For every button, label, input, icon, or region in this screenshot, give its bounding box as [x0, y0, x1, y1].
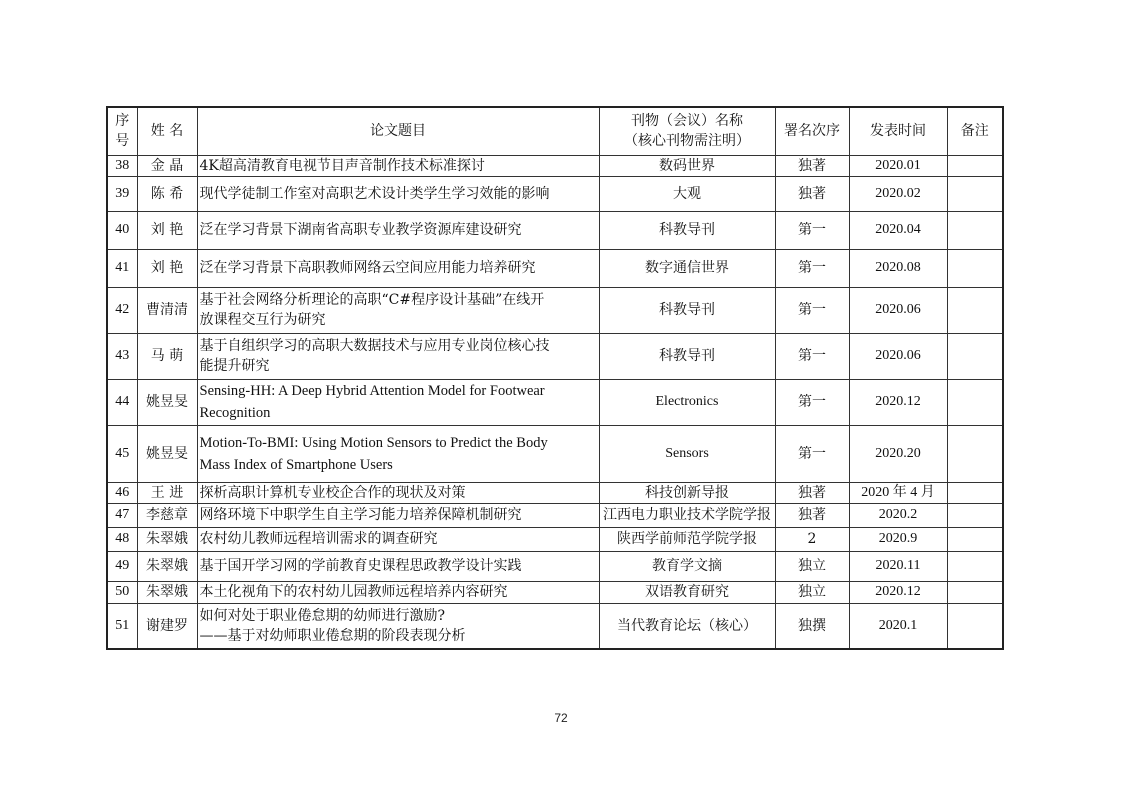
row-date: 2020.2: [849, 503, 947, 527]
row-order: 独撰: [775, 603, 849, 649]
row-no: 47: [107, 503, 137, 527]
row-remark: [947, 603, 1003, 649]
row-remark: [947, 379, 1003, 425]
table-row: [107, 551, 1003, 581]
row-date: 2020.06: [849, 287, 947, 333]
header-remark: 备注: [947, 107, 1003, 155]
table-row: [107, 603, 1003, 649]
row-date: 2020.04: [849, 211, 947, 249]
row-title: [197, 551, 599, 581]
row-order: 独立: [775, 551, 849, 581]
table-row: [107, 503, 1003, 527]
row-journal: 数字通信世界: [599, 249, 775, 287]
papers-table: [106, 106, 1004, 650]
table-row: [107, 287, 1003, 333]
row-remark: [947, 333, 1003, 379]
row-title-line: 网络环境下中职学生自主学习能力培养保障机制研究: [199, 507, 522, 523]
row-title: [197, 482, 599, 503]
row-remark: [947, 425, 1003, 482]
row-author: 金 晶: [137, 155, 197, 176]
row-title-line: Motion-To-BMI: Using Motion Sensors to Predict the Body: [199, 434, 548, 451]
row-date: 2020 年 4 月: [849, 482, 947, 503]
row-date: 2020.20: [849, 425, 947, 482]
row-remark: [947, 287, 1003, 333]
row-order: 第一: [775, 379, 849, 425]
row-title-line: 泛在学习背景下湖南省高职专业教学资源库建设研究: [199, 222, 522, 238]
table-row: [107, 425, 1003, 482]
header-journal-line2: （核心刊物需注明）: [624, 133, 750, 150]
row-no: 46: [107, 482, 137, 503]
row-remark: [947, 249, 1003, 287]
row-title: [197, 176, 599, 211]
row-date: 2020.9: [849, 527, 947, 551]
table-row: [107, 333, 1003, 379]
row-title: [197, 503, 599, 527]
header-name: 姓 名: [137, 107, 197, 155]
row-title: [197, 425, 599, 482]
row-title-line: 放课程交互行为研究: [199, 312, 326, 328]
row-journal: Electronics: [599, 379, 775, 425]
row-author: 朱翠娥: [137, 551, 197, 581]
row-remark: [947, 482, 1003, 503]
row-title-line: 泛在学习背景下高职教师网络云空间应用能力培养研究: [199, 260, 536, 276]
row-remark: [947, 503, 1003, 527]
row-date: 2020.06: [849, 333, 947, 379]
row-title-line: Recognition: [199, 405, 271, 421]
row-order: 第一: [775, 287, 849, 333]
row-journal: 教育学文摘: [599, 551, 775, 581]
row-title-line: 基于国开学习网的学前教育史课程思政教学设计实践: [199, 558, 522, 574]
row-title: [197, 527, 599, 551]
page-number: 72: [554, 711, 568, 725]
row-no: 40: [107, 211, 137, 249]
row-journal: 大观: [599, 176, 775, 211]
row-date: 2020.02: [849, 176, 947, 211]
row-author: 谢建罗: [137, 603, 197, 649]
row-order: 独著: [775, 155, 849, 176]
row-order: 独著: [775, 176, 849, 211]
row-title: [197, 249, 599, 287]
row-title: [197, 333, 599, 379]
row-author: 曹清清: [137, 287, 197, 333]
row-order: 2: [775, 527, 849, 551]
row-title-line: 农村幼儿教师远程培训需求的调查研究: [199, 531, 438, 547]
row-date: 2020.01: [849, 155, 947, 176]
row-title: [197, 581, 599, 603]
row-order: 第一: [775, 425, 849, 482]
row-title-line: 本土化视角下的农村幼儿园教师远程培养内容研究: [199, 584, 508, 600]
row-journal: Sensors: [599, 425, 775, 482]
header-no: 序号: [107, 107, 137, 155]
row-date: 2020.1: [849, 603, 947, 649]
row-no: 44: [107, 379, 137, 425]
table-row: [107, 155, 1003, 176]
row-title-line: Sensing-HH: A Deep Hybrid Attention Model for Footwear: [199, 383, 545, 399]
row-date: 2020.12: [849, 379, 947, 425]
row-journal: 双语教育研究: [599, 581, 775, 603]
row-journal: 当代教育论坛（核心）: [599, 603, 775, 649]
header-order: 署名次序: [775, 107, 849, 155]
row-title-line: 基于自组织学习的高职大数据技术与应用专业岗位核心技: [199, 338, 550, 354]
row-date: 2020.11: [849, 551, 947, 581]
row-author: 李慈章: [137, 503, 197, 527]
row-journal: 科教导刊: [599, 211, 775, 249]
row-no: 41: [107, 249, 137, 287]
row-date: 2020.08: [849, 249, 947, 287]
row-author: 陈 希: [137, 176, 197, 211]
row-journal: 科技创新导报: [599, 482, 775, 503]
row-order: 第一: [775, 249, 849, 287]
row-author: 马 萌: [137, 333, 197, 379]
row-author: 姚昱旻: [137, 379, 197, 425]
row-journal: 江西电力职业技术学院学报: [599, 503, 775, 527]
row-title: [197, 379, 599, 425]
row-title-line: 4K超高清教育电视节目声音制作技术标准探讨: [199, 157, 485, 174]
row-author: 姚昱旻: [137, 425, 197, 482]
table-row: [107, 482, 1003, 503]
row-order: 独立: [775, 581, 849, 603]
row-title-line: 现代学徒制工作室对高职艺术设计类学生学习效能的影响: [199, 185, 550, 202]
row-title: [197, 603, 599, 649]
row-title: [197, 155, 599, 176]
row-title-line: 探析高职计算机专业校企合作的现状及对策: [199, 484, 466, 501]
row-title: [197, 211, 599, 249]
table-row: [107, 581, 1003, 603]
row-remark: [947, 551, 1003, 581]
row-journal: 数码世界: [599, 155, 775, 176]
row-journal: 陕西学前师范学院学报: [599, 527, 775, 551]
row-title-line: 能提升研究: [199, 358, 270, 374]
row-remark: [947, 176, 1003, 211]
row-title-line: ——基于对幼师职业倦怠期的阶段表现分析: [199, 627, 466, 644]
header-title: 论文题目: [197, 107, 599, 155]
row-author: 朱翠娥: [137, 581, 197, 603]
row-no: 49: [107, 551, 137, 581]
row-no: 42: [107, 287, 137, 333]
row-order: 独著: [775, 503, 849, 527]
row-author: 刘 艳: [137, 211, 197, 249]
row-no: 38: [107, 155, 137, 176]
row-title-line: 如何对处于职业倦怠期的幼师进行激励?: [199, 607, 446, 624]
row-title-line: Mass Index of Smartphone Users: [199, 456, 393, 473]
row-author: 王 进: [137, 482, 197, 503]
row-remark: [947, 155, 1003, 176]
row-no: 39: [107, 176, 137, 211]
row-remark: [947, 211, 1003, 249]
row-order: 第一: [775, 211, 849, 249]
row-remark: [947, 581, 1003, 603]
row-author: 刘 艳: [137, 249, 197, 287]
row-remark: [947, 527, 1003, 551]
row-author: 朱翠娥: [137, 527, 197, 551]
row-no: 50: [107, 581, 137, 603]
row-no: 43: [107, 333, 137, 379]
table-row: [107, 211, 1003, 249]
row-title-line: 基于社会网络分析理论的高职“C#程序设计基础”在线开: [199, 292, 545, 308]
row-order: 独著: [775, 482, 849, 503]
row-journal: 科教导刊: [599, 287, 775, 333]
table-row: [107, 379, 1003, 425]
row-no: 48: [107, 527, 137, 551]
table-row: [107, 176, 1003, 211]
row-no: 51: [107, 603, 137, 649]
header-date: 发表时间: [849, 107, 947, 155]
row-journal: 科教导刊: [599, 333, 775, 379]
header-row: [107, 107, 1003, 155]
header-journal: [599, 107, 775, 155]
table-row: [107, 249, 1003, 287]
table-row: [107, 527, 1003, 551]
row-order: 第一: [775, 333, 849, 379]
row-date: 2020.12: [849, 581, 947, 603]
row-title: [197, 287, 599, 333]
row-no: 45: [107, 425, 137, 482]
header-journal-line1: 刊物（会议）名称: [631, 113, 743, 130]
